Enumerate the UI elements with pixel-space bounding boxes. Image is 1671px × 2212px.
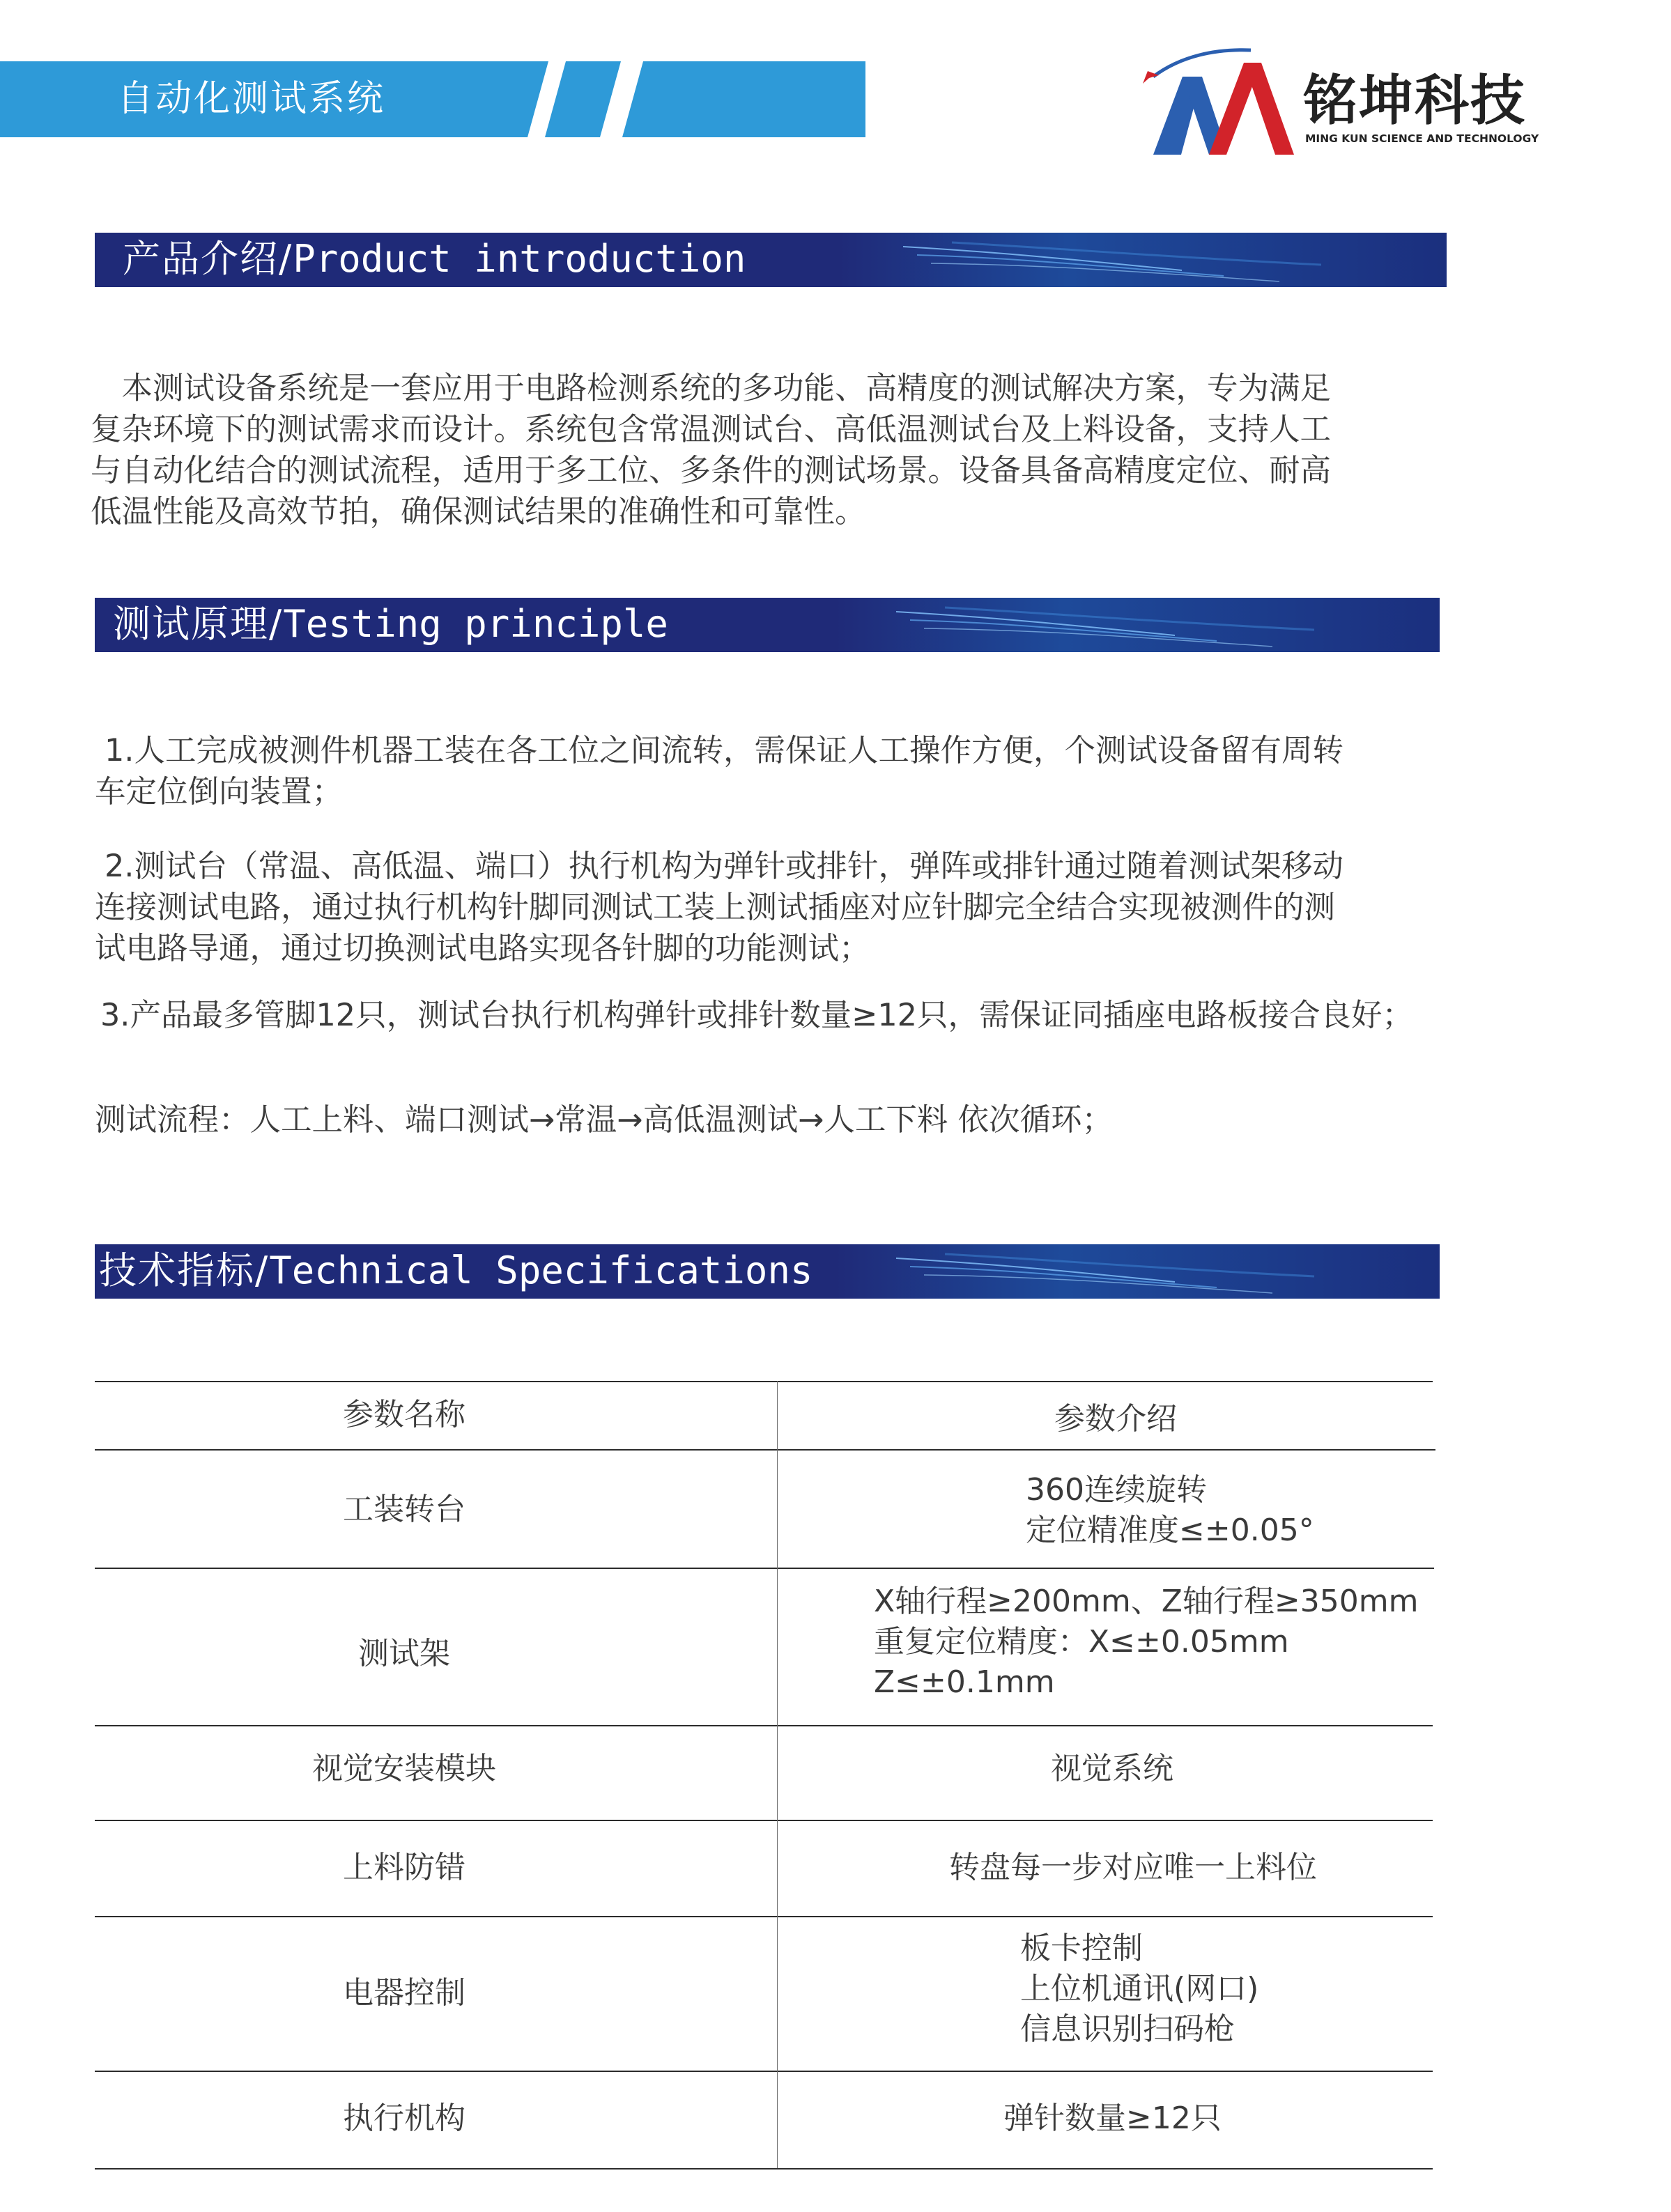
principle-flow <box>95 1099 1113 1140</box>
table-cell-desc: 弹针数量≥12只 <box>1003 2101 1222 2136</box>
table-cell-name: 工装转台 <box>343 1492 465 1527</box>
table-rule <box>95 2071 1433 2072</box>
table-cell-line: 信息识别扫码枪 <box>1020 2011 1235 2047</box>
text-line: 低温性能及高效节拍，确保测试结果的准确性和可靠性。 <box>91 494 866 529</box>
section-title-en: Product introduction <box>293 237 746 281</box>
text-line: 车定位倒向装置； <box>95 774 344 810</box>
table-cell-name: 执行机构 <box>343 2101 465 2136</box>
table-cell-line: Z≤±0.1mm <box>874 1664 1055 1700</box>
table-rule <box>95 1381 1433 1382</box>
table-rule <box>95 1820 1433 1821</box>
section-title-cn: 技术指标/ <box>99 1248 270 1292</box>
table-cell-desc <box>1020 1928 1258 2050</box>
table-cell-line: 重复定位精度：X≤±0.05mm <box>874 1624 1289 1660</box>
table-rule <box>95 1568 1434 1569</box>
table-cell-line: 定位精准度≤±0.05° <box>1026 1513 1314 1548</box>
table-cell-desc <box>1026 1470 1314 1551</box>
principle-item-3 <box>100 995 1413 1036</box>
table-cell-line: X轴行程≥200mm、Z轴行程≥350mm <box>874 1584 1419 1619</box>
banner-title: 自动化测试系统 <box>117 78 386 120</box>
text-line: 复杂环境下的测试需求而设计。系统包含常温测试台、高低温测试台及上料设备，支持人工 <box>91 412 1332 447</box>
section-title-en: Technical Specifications <box>269 1248 813 1292</box>
logo-chinese-name: 铭坤科技 <box>1303 70 1527 132</box>
text-line: 与自动化结合的测试流程，适用于多工位、多条件的测试场景。设备具备高精度定位、耐高 <box>91 453 1332 488</box>
text-line: 3.产品最多管脚12只，测试台执行机构弹针或排针数量≥12只，需保证同插座电路板接合良好； <box>100 998 1413 1033</box>
table-rule <box>95 1449 1435 1451</box>
text-line: 本测试设备系统是一套应用于电路检测系统的多功能、高精度的测试解决方案，专为满足 <box>91 371 1332 406</box>
table-cell-desc <box>874 1581 1418 1703</box>
text-line: 2.测试台（常温、高低温、端口）执行机构为弹针或排针，弹阵或排针通过随着测试架移动 <box>105 849 1343 884</box>
intro-paragraph <box>91 368 1331 532</box>
table-cell-line: 360连续旋转 <box>1026 1472 1207 1508</box>
principle-item-1 <box>95 730 1343 812</box>
table-header-name: 参数名称 <box>343 1397 465 1432</box>
section-header-principle <box>95 598 1440 652</box>
section-title-en: Testing principle <box>283 602 668 646</box>
table-rule <box>95 2168 1433 2170</box>
company-logo-mark <box>1139 35 1300 160</box>
table-cell-desc: 视觉系统 <box>1051 1751 1173 1786</box>
text-line: 测试流程：人工上料、端口测试→常温→高低温测试→人工下料 依次循环； <box>95 1102 1114 1138</box>
table-rule <box>95 1916 1433 1917</box>
table-header-desc: 参数介绍 <box>1054 1401 1177 1437</box>
table-rule <box>95 1725 1433 1726</box>
section-header-intro <box>95 233 1447 287</box>
section-title-cn: 测试原理/ <box>113 602 284 646</box>
table-cell-desc: 转盘每一步对应唯一上料位 <box>949 1850 1317 1885</box>
table-cell-name: 上料防错 <box>343 1850 465 1885</box>
table-cell-name: 电器控制 <box>343 1975 465 2011</box>
table-cell-name: 测试架 <box>358 1636 450 1671</box>
principle-item-2 <box>95 846 1343 969</box>
table-cell-name: 视觉安装模块 <box>312 1751 496 1786</box>
text-line: 1.人工完成被测件机器工装在各工位之间流转，需保证人工操作方便，个测试设备留有周转 <box>105 733 1343 768</box>
section-title-cn: 产品介绍/ <box>123 237 293 281</box>
table-cell-line: 上位机通讯(网口) <box>1020 1971 1259 2006</box>
text-line: 连接测试电路，通过执行机构针脚同测试工装上测试插座对应针脚完全结合实现被测件的测 <box>95 890 1336 925</box>
table-cell-line: 板卡控制 <box>1020 1931 1143 1966</box>
table-divider <box>777 1381 778 2168</box>
logo-english-name: MING KUN SCIENCE AND TECHNOLOGY <box>1305 132 1539 145</box>
text-line: 试电路导通，通过切换测试电路实现各针脚的功能测试； <box>95 931 870 966</box>
section-header-specs <box>95 1244 1440 1299</box>
